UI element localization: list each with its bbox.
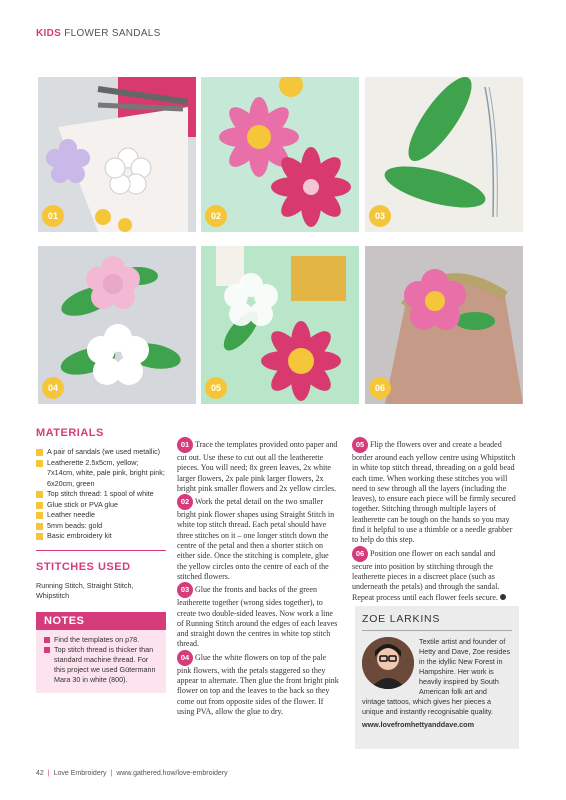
- list-item: Top stitch thread is thicker than standard machine thread. For this project we used Gütermann Mara 30 in white (800).: [54, 645, 158, 685]
- divider: [362, 630, 512, 631]
- photo-number: 05: [205, 377, 227, 399]
- step-number: 05: [352, 437, 368, 453]
- list-item: Find the templates on p78.: [54, 635, 158, 645]
- step-number: 03: [177, 582, 193, 598]
- step-number: 02: [177, 494, 193, 510]
- list-item: Basic embroidery kit: [36, 531, 166, 542]
- step-4: [177, 650, 339, 717]
- author-website-link[interactable]: www.lovefromhettyanddave.com: [362, 720, 474, 729]
- photo-step-2: [201, 77, 359, 232]
- separator: |: [47, 770, 50, 777]
- materials-title: MATERIALS: [36, 427, 104, 439]
- step-number: 06: [352, 546, 368, 562]
- photo-number: 04: [42, 377, 64, 399]
- page-title: FLOWER SANDALS: [64, 28, 161, 39]
- step-5: [352, 437, 517, 546]
- instructions-column-2: [352, 437, 517, 603]
- sidebar: [36, 427, 166, 693]
- materials-list: [36, 447, 166, 542]
- author-photo: [362, 637, 414, 689]
- photo-step-1: [38, 77, 196, 232]
- magazine-url[interactable]: www.gathered.how/love-embroidery: [116, 770, 228, 777]
- step-2: [177, 494, 339, 582]
- step-text: Work the petal detail on the two smaller bright pink flower shapes using Straight Stitch in white top stitch thread. Each petal should have three stitches on it – one longer stitch down the centre of the petal and then a shorter stitch on either side. Once the stitching is complete, glue the yellow circles onto the centre of each of the stitched flowers.: [177, 497, 335, 581]
- photo-step-4: [38, 246, 196, 404]
- page-number: 42: [36, 770, 44, 777]
- list-item: A pair of sandals (we used metallic): [36, 447, 166, 458]
- list-item: Leatherette 2.5x5cm, yellow; 7x14cm, white, pale pink, bright pink; 6x20cm, green: [36, 458, 166, 490]
- photo-number: 03: [369, 205, 391, 227]
- photo-step-3: [365, 77, 523, 232]
- list-item: Top stitch thread: 1 spool of white: [36, 489, 166, 500]
- list-item: 5mm beads: gold: [36, 521, 166, 532]
- notes-title: NOTES: [36, 612, 166, 630]
- step-1: [177, 437, 339, 494]
- step-text: Trace the templates provided onto paper and cut out. Use these to cut out all the leatherette pieces. You will need; 8x green leaves, 2x white larger flowers, 2x pale pink larger flowers, 2x bright pink smaller flowers and 2x yellow circles.: [177, 439, 338, 493]
- instructions-column-1: [177, 437, 339, 717]
- author-box: [355, 606, 519, 749]
- section-label: KIDS: [36, 28, 62, 39]
- page-header: [36, 28, 161, 39]
- list-item: Leather needle: [36, 510, 166, 521]
- magazine-name: Love Embroidery: [53, 770, 107, 777]
- notes-list: [36, 630, 166, 685]
- stitches-text: Running Stitch, Straight Stitch, Whipstitch: [36, 580, 134, 600]
- step-text: Position one flower on each sandal and secure into position by stitching through the leatherette pieces in a discreet place (such as underneath the petals) and through the sandal. Repeat process until each flower feels secure.: [352, 548, 500, 602]
- step-text: Glue the white flowers on top of the pale pink flowers, with the petals staggered so they appear to alternate. Then glue the front bright pink flower on top and the leaves to the back so they come out from opposite sides of the flower. If using PVA, allow the glue to dry.: [177, 652, 339, 716]
- separator: |: [110, 770, 113, 777]
- photo-number: 01: [42, 205, 64, 227]
- list-item: Glue stick or PVA glue: [36, 500, 166, 511]
- author-name: ZOE LARKINS: [362, 613, 441, 625]
- photo-number: 02: [205, 205, 227, 227]
- step-number: 01: [177, 437, 193, 453]
- photo-step-5: [201, 246, 359, 404]
- step-6: [352, 546, 517, 603]
- page-footer: [36, 770, 228, 777]
- photo-step-6: [365, 246, 523, 404]
- step-3: [177, 582, 339, 649]
- notes-box: [36, 612, 166, 693]
- end-mark-icon: [500, 594, 506, 600]
- photo-number: 06: [369, 377, 391, 399]
- step-text: Flip the flowers over and create a beaded border around each yellow centre using Whipstitch in white top stitch thread, threading on a gold bead each time. When working these stitches you will need to sew through all the layers (including the leaves), to ensure each piece will be firmly secured together. Stitching through multiple layers of leatherette can be tough on the hands so you may find it helpful to use a thimble or a needle grabber to help do this step.: [352, 439, 516, 545]
- step-text: Glue the fronts and backs of the green leatherette together (wrong sides together), to create two double-sided leaves. Now work a line of Running Stitch around the edges of each leaves and straight down the centres in white top stitch thread.: [177, 585, 338, 649]
- author-bio: Textile artist and founder of Hetty and Dave, Zoe resides in the idyllic New Forest in Hampshire. Her work is heavily inspired by South American folk art and vintage tattoos, which gives her pieces a unique and instantly recognisable quality.: [362, 637, 511, 716]
- stitches-title: STITCHES USED: [36, 560, 131, 573]
- divider: [36, 550, 166, 551]
- step-number: 04: [177, 650, 193, 666]
